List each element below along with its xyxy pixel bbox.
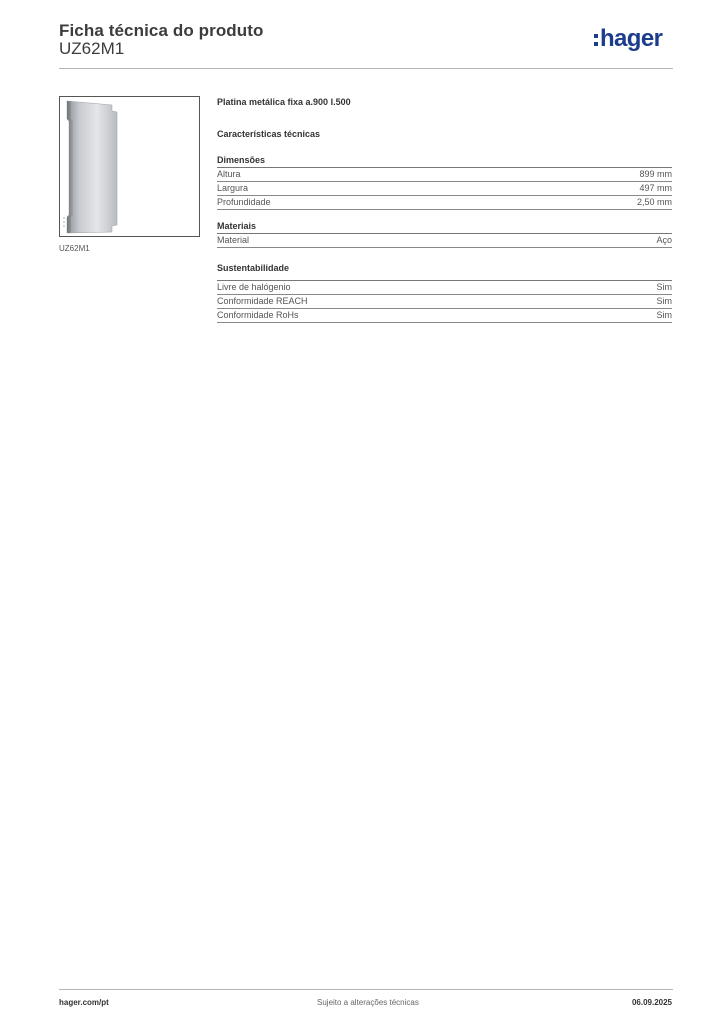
spec-value: 497 mm	[639, 183, 672, 193]
spec-row	[217, 295, 672, 309]
footer-date: 06.09.2025	[631, 998, 672, 1007]
spec-label: Conformidade REACH	[217, 296, 308, 306]
logo-colon-icon	[594, 34, 599, 48]
product-code: UZ62M1	[59, 39, 125, 58]
spec-row	[217, 168, 672, 182]
spec-value: Sim	[656, 282, 672, 292]
footer-note: Sujeito a alterações técnicas	[317, 998, 419, 1007]
spec-group-materials	[217, 220, 672, 248]
logo-text: hager	[600, 25, 663, 52]
group-title: Dimensões	[217, 154, 672, 168]
hager-logo	[594, 25, 674, 56]
spec-row	[217, 196, 672, 210]
specs-title: Características técnicas	[217, 129, 321, 139]
page-title: Ficha técnica do produto	[59, 21, 264, 40]
spec-label: Material	[217, 235, 250, 245]
spec-row	[217, 309, 672, 323]
spec-label: Profundidade	[217, 197, 271, 207]
spec-value: Sim	[656, 310, 672, 320]
footer-website-link[interactable]: hager.com/pt	[59, 998, 109, 1007]
spec-value: Aço	[656, 235, 672, 245]
footer-divider	[59, 989, 673, 990]
spec-value: 2,50 mm	[636, 197, 672, 207]
spec-label: Altura	[217, 169, 241, 179]
mounting-plate-illustration	[60, 97, 199, 236]
spec-value: Sim	[656, 296, 672, 306]
product-name: Platina metálica fixa a.900 l.500	[217, 97, 351, 107]
spec-row	[217, 234, 672, 248]
image-caption: UZ62M1	[59, 244, 90, 253]
group-title: Sustentabilidade	[217, 263, 290, 273]
spec-value: 899 mm	[639, 169, 672, 179]
group-title: Materiais	[217, 220, 672, 234]
spec-group-sustainability	[217, 262, 672, 323]
spec-label: Largura	[217, 183, 249, 193]
spec-row	[217, 182, 672, 196]
spec-label: Livre de halógenio	[217, 282, 291, 292]
product-details	[217, 96, 672, 323]
spec-group-dimensions	[217, 154, 672, 210]
spec-row	[217, 281, 672, 295]
header-divider	[59, 68, 673, 69]
product-image	[59, 96, 200, 237]
spec-label: Conformidade RoHs	[217, 310, 299, 320]
